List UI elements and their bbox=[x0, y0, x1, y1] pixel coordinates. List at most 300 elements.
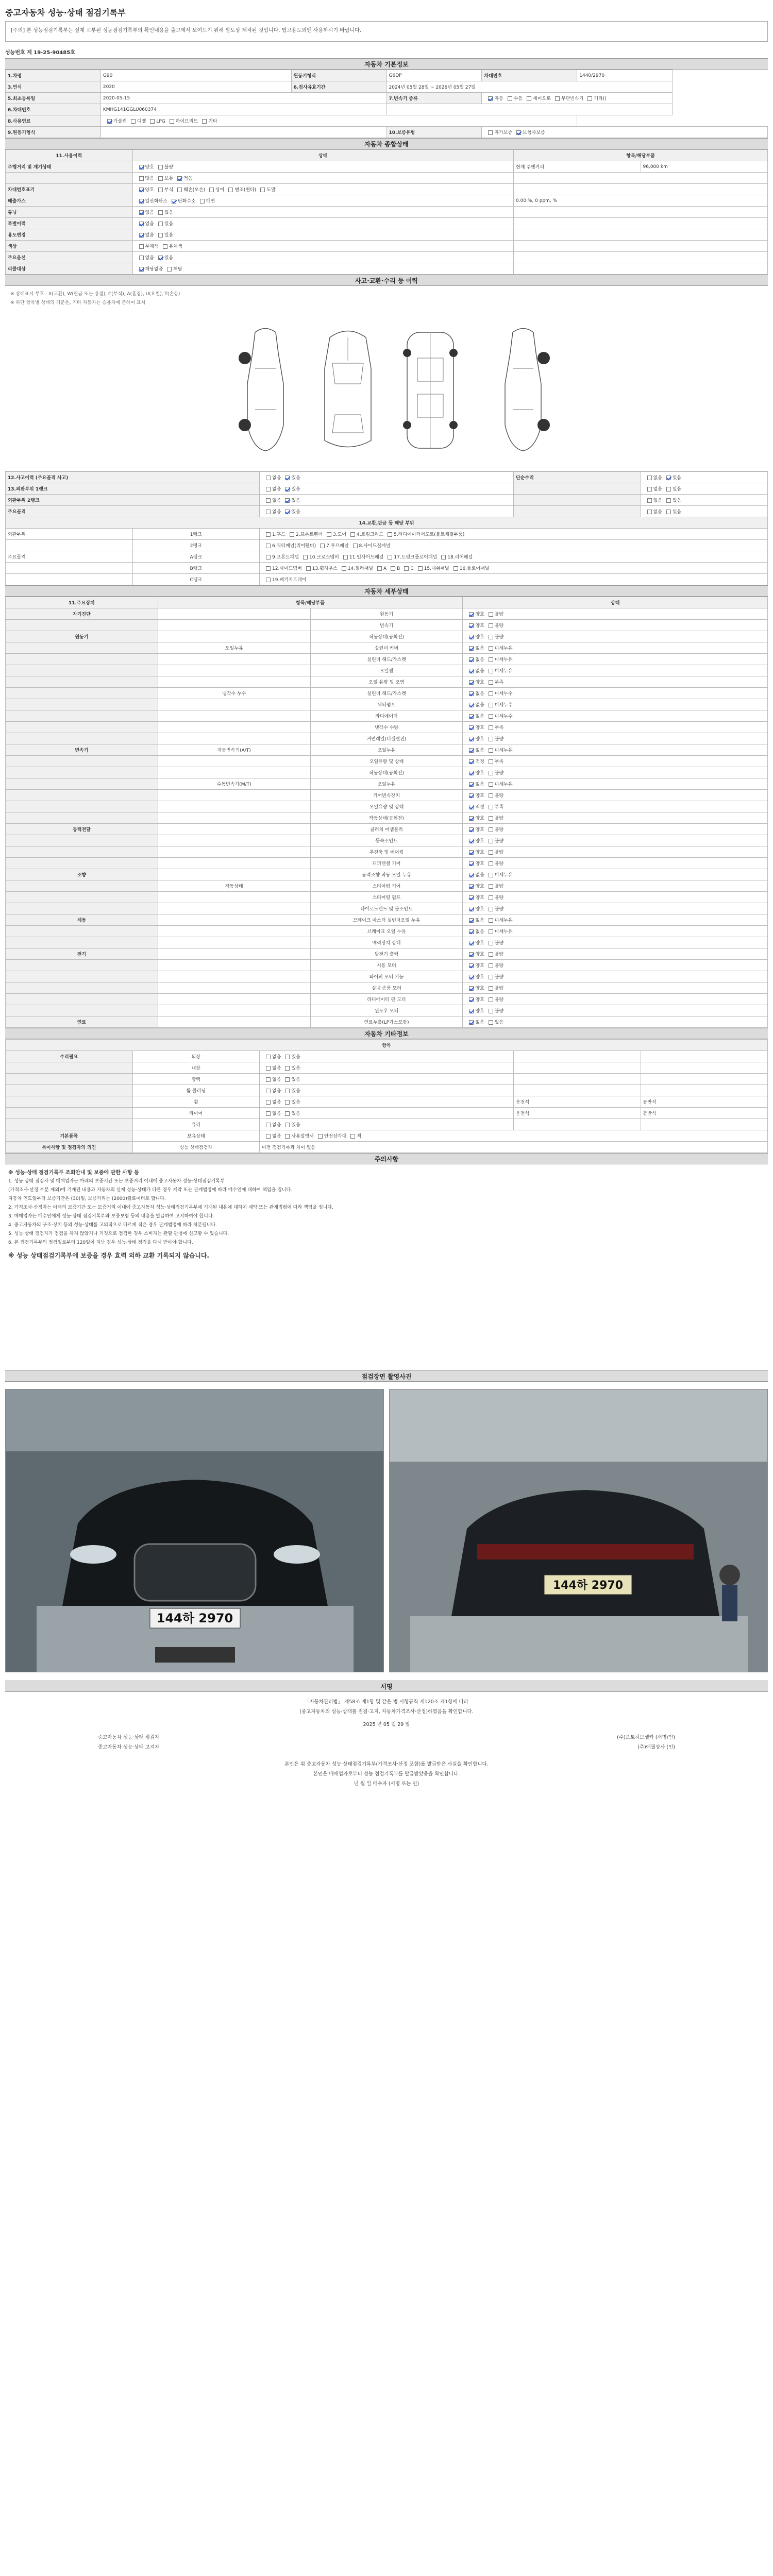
checkbox[interactable] bbox=[469, 861, 474, 866]
table-row bbox=[6, 218, 768, 229]
checkbox[interactable] bbox=[469, 657, 474, 662]
device-label bbox=[6, 676, 158, 688]
checkbox[interactable] bbox=[266, 487, 271, 492]
checkbox[interactable] bbox=[469, 884, 474, 889]
device-label bbox=[6, 1005, 158, 1016]
checkbox[interactable] bbox=[489, 975, 493, 979]
subgroup-label bbox=[158, 914, 310, 926]
item-label: 윈도우 모터 bbox=[310, 1005, 463, 1016]
checkbox[interactable] bbox=[266, 555, 271, 560]
checkbox[interactable] bbox=[266, 1055, 271, 1059]
subgroup-label bbox=[158, 733, 310, 744]
checkbox[interactable] bbox=[489, 657, 493, 662]
row-label: 용도변경 bbox=[6, 229, 133, 241]
checkbox-label: 4.트렁크리드 bbox=[357, 532, 384, 537]
checkbox[interactable] bbox=[469, 748, 474, 753]
checkbox[interactable] bbox=[285, 1055, 290, 1059]
checkbox[interactable] bbox=[489, 771, 493, 775]
checkbox[interactable] bbox=[388, 555, 392, 560]
checkbox[interactable] bbox=[469, 986, 474, 991]
checkbox[interactable] bbox=[469, 975, 474, 979]
rank-label: C랭크 bbox=[132, 574, 260, 585]
checkbox[interactable] bbox=[139, 176, 144, 181]
table-row bbox=[6, 880, 768, 892]
checkbox[interactable] bbox=[469, 737, 474, 741]
checkbox[interactable] bbox=[131, 119, 136, 124]
checkbox[interactable] bbox=[647, 510, 652, 514]
checkbox[interactable] bbox=[139, 244, 144, 249]
checkbox[interactable] bbox=[469, 1020, 474, 1025]
checkbox[interactable] bbox=[285, 476, 290, 480]
checkbox-label: 있음 bbox=[291, 1077, 300, 1082]
checkbox[interactable] bbox=[489, 963, 493, 968]
checkbox[interactable] bbox=[488, 96, 493, 101]
table-row bbox=[6, 710, 768, 722]
row-label: 주요옵션 bbox=[6, 252, 133, 263]
checkbox[interactable] bbox=[177, 176, 182, 181]
checkbox[interactable] bbox=[647, 487, 652, 492]
item-status bbox=[463, 858, 768, 869]
checkbox-label: 유채색 bbox=[169, 244, 182, 249]
checkbox[interactable] bbox=[489, 884, 493, 889]
checkbox-label: 있음 bbox=[291, 1055, 300, 1060]
device-label bbox=[6, 699, 158, 710]
device-label bbox=[6, 960, 158, 971]
checkbox[interactable] bbox=[469, 839, 474, 843]
checkbox[interactable] bbox=[209, 188, 214, 192]
checkbox[interactable] bbox=[266, 1089, 271, 1093]
checkbox[interactable] bbox=[516, 130, 521, 135]
checkbox-label: 미세누유 bbox=[494, 918, 513, 923]
caution-lines bbox=[8, 1177, 765, 1247]
checkbox[interactable] bbox=[260, 188, 265, 192]
checkbox[interactable] bbox=[489, 725, 493, 730]
checkbox[interactable] bbox=[350, 1134, 355, 1139]
checkbox[interactable] bbox=[666, 476, 671, 480]
checkbox[interactable] bbox=[489, 1009, 493, 1013]
checkbox[interactable] bbox=[469, 907, 474, 911]
checkbox[interactable] bbox=[489, 669, 493, 673]
row-status bbox=[641, 495, 768, 506]
item-extra bbox=[514, 1062, 641, 1074]
table-row bbox=[6, 1085, 768, 1096]
checkbox[interactable] bbox=[489, 1020, 493, 1025]
checkbox[interactable] bbox=[469, 816, 474, 821]
checkbox[interactable] bbox=[266, 510, 271, 514]
checkbox-label: 양호 bbox=[475, 771, 484, 776]
checkbox[interactable] bbox=[489, 918, 493, 923]
table-row bbox=[6, 620, 768, 631]
checkbox[interactable] bbox=[266, 544, 271, 548]
checkbox[interactable] bbox=[489, 646, 493, 651]
caution-title: ※ 성능·상태 점검기록부 조회안내 및 보증에 관한 사항 등 bbox=[8, 1170, 139, 1176]
table-row bbox=[6, 960, 768, 971]
checkbox[interactable] bbox=[489, 986, 493, 991]
item-status bbox=[463, 846, 768, 858]
inspection-photo-front bbox=[5, 1389, 384, 1672]
checkbox[interactable] bbox=[508, 96, 512, 101]
checkbox[interactable] bbox=[489, 873, 493, 877]
row-status bbox=[260, 483, 514, 495]
rank-label: 2랭크 bbox=[132, 540, 260, 551]
checkbox[interactable] bbox=[163, 244, 167, 249]
checkbox[interactable] bbox=[404, 566, 409, 571]
checkbox[interactable] bbox=[489, 793, 493, 798]
checkbox[interactable] bbox=[139, 222, 144, 226]
item-extra: 운전석 bbox=[514, 1096, 641, 1108]
checkbox[interactable] bbox=[266, 1066, 271, 1071]
checkbox[interactable] bbox=[489, 737, 493, 741]
checkbox[interactable] bbox=[202, 119, 207, 124]
checkbox[interactable] bbox=[489, 635, 493, 639]
section-sign: 서명 bbox=[5, 1681, 768, 1692]
item-extra bbox=[514, 1119, 641, 1130]
checkbox[interactable] bbox=[342, 566, 346, 571]
checkbox-label: 있음 bbox=[291, 1100, 300, 1105]
row-extra: 0.00 %, 0 ppm, % bbox=[514, 195, 768, 207]
checkbox[interactable] bbox=[489, 612, 493, 617]
checkbox[interactable] bbox=[489, 759, 493, 764]
checkbox[interactable] bbox=[170, 119, 174, 124]
item-label: 외장 bbox=[132, 1051, 260, 1062]
checkbox[interactable] bbox=[418, 566, 423, 571]
checkbox[interactable] bbox=[318, 1134, 323, 1139]
item-label: 실린더 커버 bbox=[310, 642, 463, 654]
accident-table bbox=[5, 471, 768, 585]
device-label bbox=[6, 926, 158, 937]
device-label: 제동 bbox=[6, 914, 158, 926]
checkbox[interactable] bbox=[489, 929, 493, 934]
checkbox[interactable] bbox=[266, 1100, 271, 1105]
checkbox[interactable] bbox=[489, 827, 493, 832]
checkbox[interactable] bbox=[469, 714, 474, 719]
checkbox[interactable] bbox=[266, 1134, 271, 1139]
device-label: 자기진단 bbox=[6, 608, 158, 620]
checkbox[interactable] bbox=[527, 96, 531, 101]
item-label: 오일누유 bbox=[310, 778, 463, 790]
checkbox-label: 없음 bbox=[475, 703, 484, 708]
checkbox[interactable] bbox=[469, 646, 474, 651]
checkbox[interactable] bbox=[139, 256, 144, 260]
checkbox[interactable] bbox=[469, 703, 474, 707]
header-cell: 항목 bbox=[6, 1040, 768, 1051]
item-label: 등속조인트 bbox=[310, 835, 463, 846]
table-row bbox=[6, 207, 768, 218]
checkbox[interactable] bbox=[266, 476, 271, 480]
checkbox[interactable] bbox=[158, 222, 163, 226]
header-cell: 상태 bbox=[132, 150, 514, 161]
row-label: 주요골격 bbox=[6, 506, 260, 517]
checkbox[interactable] bbox=[469, 680, 474, 685]
row-value: 2020 bbox=[100, 81, 291, 93]
checkbox[interactable] bbox=[158, 210, 163, 215]
checkbox[interactable] bbox=[587, 96, 592, 101]
checkbox[interactable] bbox=[489, 714, 493, 719]
row-label: 1.차명 bbox=[6, 70, 101, 81]
item-status bbox=[463, 835, 768, 846]
plate-rear: 144하 2970 bbox=[552, 1579, 624, 1592]
header-cell: 11.사용이력 bbox=[6, 150, 133, 161]
checkbox-label: 양호 bbox=[475, 895, 484, 901]
checkbox[interactable] bbox=[150, 119, 155, 124]
checkbox[interactable] bbox=[306, 566, 311, 571]
subgroup-label bbox=[158, 631, 310, 642]
checkbox[interactable] bbox=[158, 176, 163, 181]
checkbox[interactable] bbox=[489, 816, 493, 821]
row-value bbox=[386, 104, 673, 115]
item-extra bbox=[514, 1074, 641, 1085]
checkbox[interactable] bbox=[285, 498, 290, 503]
checkbox-label: 양호 bbox=[475, 850, 484, 855]
row-label bbox=[514, 495, 641, 506]
subgroup-label bbox=[158, 994, 310, 1005]
checkbox[interactable] bbox=[469, 635, 474, 639]
checkbox[interactable] bbox=[266, 532, 271, 537]
checkbox[interactable] bbox=[228, 188, 233, 192]
checkbox[interactable] bbox=[139, 267, 144, 272]
checkbox[interactable] bbox=[489, 907, 493, 911]
row-label: 10.보증유형 bbox=[386, 127, 482, 138]
checkbox[interactable] bbox=[489, 839, 493, 843]
row-status bbox=[132, 263, 514, 275]
checkbox[interactable] bbox=[469, 850, 474, 855]
item-label: 작동상태(공회전) bbox=[310, 812, 463, 824]
checkbox[interactable] bbox=[177, 188, 182, 192]
checkbox[interactable] bbox=[266, 578, 271, 582]
table-row bbox=[6, 574, 768, 585]
checkbox-label: 무단변속기 bbox=[561, 96, 584, 101]
checkbox-label: 양호 bbox=[475, 963, 484, 969]
checkbox[interactable] bbox=[139, 233, 144, 238]
item-status bbox=[463, 1016, 768, 1028]
checkbox[interactable] bbox=[200, 199, 205, 204]
checkbox[interactable] bbox=[469, 929, 474, 934]
group-label bbox=[6, 1074, 133, 1085]
table-row bbox=[6, 263, 768, 275]
checkbox[interactable] bbox=[489, 782, 493, 787]
item-label: 보유상태 bbox=[132, 1130, 260, 1142]
checkbox-label: 양호 bbox=[475, 839, 484, 844]
checkbox[interactable] bbox=[139, 199, 144, 204]
checkbox[interactable] bbox=[469, 669, 474, 673]
checkbox[interactable] bbox=[469, 895, 474, 900]
table-row bbox=[6, 506, 768, 517]
checkbox[interactable] bbox=[489, 895, 493, 900]
checkbox[interactable] bbox=[266, 566, 271, 571]
checkbox[interactable] bbox=[350, 532, 355, 537]
group-label bbox=[6, 574, 133, 585]
checkbox[interactable] bbox=[303, 555, 308, 560]
row-value: 2020-05-15 bbox=[100, 93, 386, 104]
checkbox[interactable] bbox=[469, 793, 474, 798]
checkbox[interactable] bbox=[489, 952, 493, 957]
checkbox[interactable] bbox=[469, 691, 474, 696]
row-label: 8.사용연료 bbox=[6, 115, 101, 127]
checkbox[interactable] bbox=[469, 725, 474, 730]
table-row bbox=[6, 982, 768, 994]
table-row bbox=[6, 195, 768, 207]
checkbox[interactable] bbox=[469, 771, 474, 775]
checkbox[interactable] bbox=[285, 1111, 290, 1116]
checkbox[interactable] bbox=[167, 267, 172, 272]
item-label: 실린더 헤드/가스켓 bbox=[310, 654, 463, 665]
checkbox[interactable] bbox=[469, 805, 474, 809]
checkbox[interactable] bbox=[285, 487, 290, 492]
checkbox[interactable] bbox=[285, 1089, 290, 1093]
checkbox[interactable] bbox=[647, 498, 652, 503]
row-status bbox=[641, 506, 768, 517]
checkbox[interactable] bbox=[327, 532, 331, 537]
checkbox-label: 보험사보증 bbox=[523, 130, 545, 135]
checkbox-label: 2.프론트휀더 bbox=[295, 532, 323, 537]
checkbox[interactable] bbox=[666, 487, 671, 492]
checkbox[interactable] bbox=[139, 165, 144, 170]
item-status bbox=[463, 926, 768, 937]
checkbox-label: 미세누유 bbox=[494, 929, 513, 935]
checkbox[interactable] bbox=[290, 532, 294, 537]
item-label: 스티어링 펌프 bbox=[310, 892, 463, 903]
checkbox[interactable] bbox=[489, 941, 493, 945]
row-extra bbox=[514, 173, 768, 184]
checkbox[interactable] bbox=[555, 96, 560, 101]
detail-state-table bbox=[5, 597, 768, 1028]
checkbox[interactable] bbox=[666, 510, 671, 514]
item-extra: 동반석 bbox=[641, 1096, 768, 1108]
caution-warning: ※ 성능 상태점검기록부에 보증을 경우 효력 외하 교환 기록되지 않습니다. bbox=[8, 1252, 209, 1259]
checkbox[interactable] bbox=[469, 952, 474, 957]
checkbox-label: 10.크로스멤버 bbox=[309, 555, 339, 560]
checkbox[interactable] bbox=[469, 997, 474, 1002]
checkbox[interactable] bbox=[353, 544, 358, 548]
checkbox[interactable] bbox=[469, 612, 474, 617]
checkbox[interactable] bbox=[489, 861, 493, 866]
sign-line-2: (중고자동차의 성능·상태를 점검·고지, 자동차가격조사·산정)하였음을 확인합니다. bbox=[299, 1709, 474, 1715]
checkbox[interactable] bbox=[488, 130, 493, 135]
subgroup-label bbox=[158, 926, 310, 937]
checkbox[interactable] bbox=[388, 532, 392, 537]
checkbox[interactable] bbox=[158, 165, 163, 170]
checkbox[interactable] bbox=[489, 997, 493, 1002]
checkbox[interactable] bbox=[469, 918, 474, 923]
checkbox[interactable] bbox=[285, 1066, 290, 1071]
checkbox-label: 있음 bbox=[494, 1020, 504, 1025]
row-label: 6.검사유효기간 bbox=[291, 81, 386, 93]
checkbox[interactable] bbox=[343, 555, 348, 560]
checkbox-label: 미세누수 bbox=[494, 703, 513, 708]
signer-1-name: (주)오토허브셀카 (서명/인) bbox=[617, 1735, 675, 1740]
checkbox[interactable] bbox=[320, 544, 325, 548]
item-label: 배력장치 상태 bbox=[310, 937, 463, 948]
checkbox[interactable] bbox=[285, 1100, 290, 1105]
subgroup-label bbox=[158, 665, 310, 676]
checkbox[interactable] bbox=[489, 748, 493, 753]
checkbox[interactable] bbox=[441, 555, 446, 560]
table-row bbox=[6, 540, 768, 551]
device-label bbox=[6, 722, 158, 733]
checkbox[interactable] bbox=[469, 963, 474, 968]
checkbox[interactable] bbox=[139, 210, 144, 215]
checkbox[interactable] bbox=[285, 1123, 290, 1127]
checkbox[interactable] bbox=[158, 188, 163, 192]
row-status bbox=[260, 472, 514, 483]
checkbox[interactable] bbox=[469, 759, 474, 764]
device-label: 조향 bbox=[6, 869, 158, 880]
table-row bbox=[6, 767, 768, 778]
device-label: 변속기 bbox=[6, 744, 158, 756]
checkbox[interactable] bbox=[469, 827, 474, 832]
checkbox-label: 양호 bbox=[475, 827, 484, 833]
checkbox[interactable] bbox=[489, 623, 493, 628]
checkbox[interactable] bbox=[285, 1077, 290, 1082]
checkbox[interactable] bbox=[285, 510, 290, 514]
checkbox[interactable] bbox=[266, 1123, 271, 1127]
checkbox[interactable] bbox=[469, 782, 474, 787]
checkbox-label: 불량 bbox=[494, 793, 504, 799]
checkbox-label: 불량 bbox=[494, 771, 504, 776]
checkbox-label: 19.패키지트레이 bbox=[272, 578, 307, 583]
checkbox[interactable] bbox=[139, 188, 144, 192]
checkbox-label: 없음 bbox=[475, 691, 484, 697]
checkbox[interactable] bbox=[377, 566, 382, 571]
checkbox[interactable] bbox=[489, 805, 493, 809]
checkbox[interactable] bbox=[489, 680, 493, 685]
checkbox-label: 불량 bbox=[494, 861, 504, 867]
table-row bbox=[6, 161, 768, 173]
checkbox[interactable] bbox=[489, 703, 493, 707]
checkbox[interactable] bbox=[489, 691, 493, 696]
checkbox-label: 있음 bbox=[164, 256, 174, 261]
item-status bbox=[463, 688, 768, 699]
checkbox[interactable] bbox=[453, 566, 458, 571]
checkbox[interactable] bbox=[285, 1134, 290, 1139]
table-row bbox=[6, 1096, 768, 1108]
checkbox[interactable] bbox=[172, 199, 176, 204]
table-row bbox=[6, 81, 768, 93]
checkbox-label: 불량 bbox=[494, 952, 504, 957]
checkbox-label: 6.쿼터패널(리어휀더) bbox=[272, 544, 316, 549]
checkbox-label: 있음 bbox=[291, 1123, 300, 1128]
checkbox-label: 양호 bbox=[475, 884, 484, 889]
checkbox[interactable] bbox=[666, 498, 671, 503]
checkbox[interactable] bbox=[469, 623, 474, 628]
checkbox[interactable] bbox=[647, 476, 652, 480]
checkbox[interactable] bbox=[266, 498, 271, 503]
table-row bbox=[6, 1062, 768, 1074]
basic-info-table bbox=[5, 70, 768, 138]
other-info-table bbox=[5, 1039, 768, 1153]
checkbox-label: 있음 bbox=[164, 222, 174, 227]
table-row bbox=[6, 115, 768, 127]
device-label bbox=[6, 880, 158, 892]
checkbox[interactable] bbox=[266, 1111, 271, 1116]
checkbox[interactable] bbox=[391, 566, 395, 571]
checkbox[interactable] bbox=[107, 119, 112, 124]
checkbox[interactable] bbox=[489, 850, 493, 855]
checkbox-label: 안전삼각대 bbox=[324, 1134, 347, 1139]
checkbox-label: 부식 bbox=[164, 188, 174, 193]
table-row bbox=[6, 517, 768, 529]
checkbox[interactable] bbox=[266, 1077, 271, 1082]
checkbox[interactable] bbox=[469, 873, 474, 877]
group-label: 특이사항 및 점검자의 의견 bbox=[6, 1142, 133, 1153]
checkbox-label: 불량 bbox=[164, 165, 174, 170]
checkbox[interactable] bbox=[158, 256, 163, 260]
checkbox[interactable] bbox=[469, 1009, 474, 1013]
checkbox[interactable] bbox=[469, 941, 474, 945]
checkbox[interactable] bbox=[158, 233, 163, 238]
checkbox-label: 없음 bbox=[475, 748, 484, 753]
checkbox-label: 양호 bbox=[475, 635, 484, 640]
